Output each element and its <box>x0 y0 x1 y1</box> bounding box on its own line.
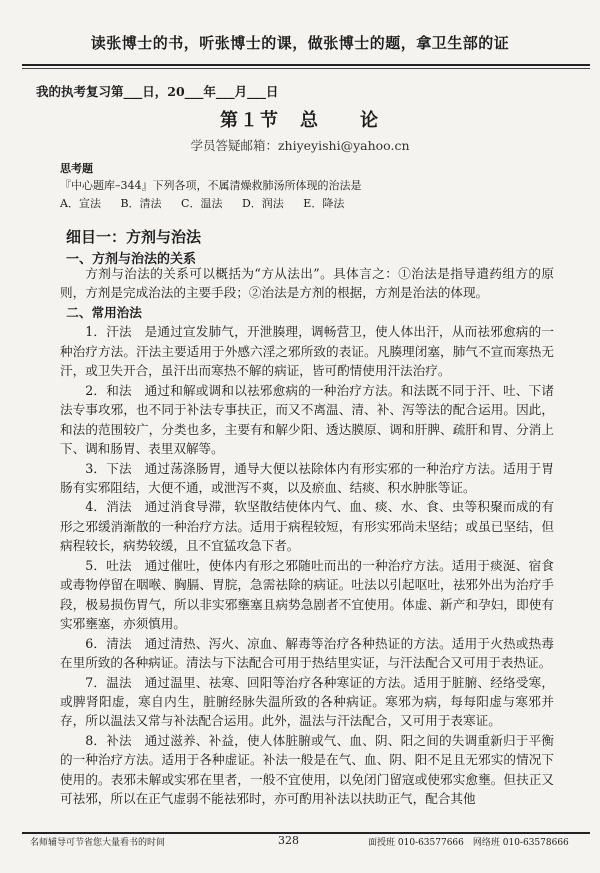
paragraph-warming: 7．温法 通过温里、祛寒、回阳等治疗各种寒证的方法。适用于脏腑、经络受寒，或脾肾阳虚，寒自内生，脏腑经脉失温所致的各种病证。寒邪为病，每每阳虚与寒邪并存，所以温法又常与补法配合运用。此外，温法与汗法配合，又可用于表寒证。 <box>60 674 554 729</box>
option-c: C．温法 <box>181 197 223 210</box>
paragraph-emesis: 5．吐法 通过催吐，使体内有形之邪随吐而出的一种治疗方法。适用于痰涎、宿食或毒物停留在咽喉、胸膈、胃脘，急需祛除的病证。吐法以引起呕吐，祛邪外出为治疗手段，极易损伤胃气，所以非实邪壅塞且病势急剧者不宜使用。体虚、新产和孕妇，即使有实邪壅塞，亦须慎用。 <box>60 557 554 632</box>
header-rule <box>22 64 590 66</box>
page-number: 328 <box>278 834 299 847</box>
review-date-line: 我的执考复习第___日，20___年___月___日 <box>36 84 279 99</box>
body-text <box>60 264 554 809</box>
option-d: D．润法 <box>241 197 284 210</box>
details-heading: 细目一：方剂与治法 <box>66 228 202 246</box>
option-b: B．清法 <box>120 197 162 210</box>
think-question-title: 思考题 <box>60 162 93 175</box>
paragraph-relation: 方剂与治法的关系可以概括为“方从法出”。具体言之：①治法是指导遣药组方的原则，方剂是完成治法的主要手段；②治法是方剂的根据，方剂是治法的体现。 <box>60 266 554 301</box>
paragraph-harmonizing: 2．和法 通过和解或调和以祛邪愈病的一种治疗方法。和法既不同于汗、吐、下诸法专事攻邪，也不同于补法专事扶正，而又不离温、清、补、泻等法的配合运用。因此，和法的范围较广，分类也多，主要有和解少阳、透达膜原、调和肝脾、疏肝和胃、分消上下、调和肠胃、表里双解等。 <box>60 382 554 457</box>
paragraph-tonifying: 8．补法 通过滋养、补益，使人体脏腑或气、血、阴、阳之间的失调重新归于平衡的一种治疗方法。适用于各种虚证。补法一般是在气、血、阴、阳不足且无邪实的情况下使用的。表邪未解或实邪在里者，一般不宜使用，以免闭门留寇或使邪实愈壅。但扶正又可祛邪，所以在正气虚弱不能祛邪时，亦可酌用补法以扶助正气，配合其他 <box>60 732 554 807</box>
email-line: 学员答疑邮箱：zhiyeyishi@yahoo.cn <box>190 138 410 153</box>
paragraph-clearing: 6．清法 通过清热、泻火、凉血、解毒等治疗各种热证的方法。适用于火热或热毒在里所致的各种病证。清法与下法配合可用于热结里实证，与汗法配合又可用于表热证。 <box>60 635 554 671</box>
header-rule-thin <box>22 68 590 69</box>
subheading-relation: 一、方剂与治法的关系 <box>66 252 197 267</box>
paragraph-purging: 3．下法 通过荡涤肠胃，通导大便以祛除体内有形实邪的一种治疗方法。适用于胃肠有实邪阻结，大便不通，或泄泻不爽，以及瘀血、结痰、积水肿胀等证。 <box>60 460 554 495</box>
header-banner: 读张博士的书，听张博士的课，做张博士的题，拿卫生部的证 <box>90 34 510 52</box>
subheading-methods: 二、常用治法 <box>66 304 142 320</box>
paragraph-dispersing: 4．消法 通过消食导滞，软坚散结使体内气、血、痰、水、食、虫等积聚而成的有形之邪缓消渐散的一种治疗方法。适用于病程较短，有形实邪尚未坚结；或虽已坚结，但病程较长，病势较缓，且不宜猛攻急下者。 <box>60 499 554 554</box>
footer-rule <box>22 832 590 834</box>
option-e: E．降法 <box>303 197 345 210</box>
footer-contact: 面授班 010-63577666 网络班 010-63578666 <box>368 838 569 848</box>
option-a: A．宣法 <box>60 197 101 210</box>
paragraph-sweating: 1．汗法 是通过宣发肺气，开泄腠理，调畅营卫，使人体出汗，从而祛邪愈病的一种治疗方法。汗法主要适用于外感六淫之邪所致的表证。凡腠理闭塞，肺气不宣而寒热无汗，或卫失开合，虽汗出而寒热不解的病证，皆可酌情使用汗法治疗。 <box>60 324 554 379</box>
think-question-text: 『中心题库–344』下列各项，不属清燥救肺汤所体现的治法是 <box>60 179 362 192</box>
footer-slogan: 名师辅导可节省您大量看书的时间 <box>30 838 166 848</box>
answer-options <box>60 195 360 211</box>
section-title: 第１节 总 论 <box>220 110 380 131</box>
